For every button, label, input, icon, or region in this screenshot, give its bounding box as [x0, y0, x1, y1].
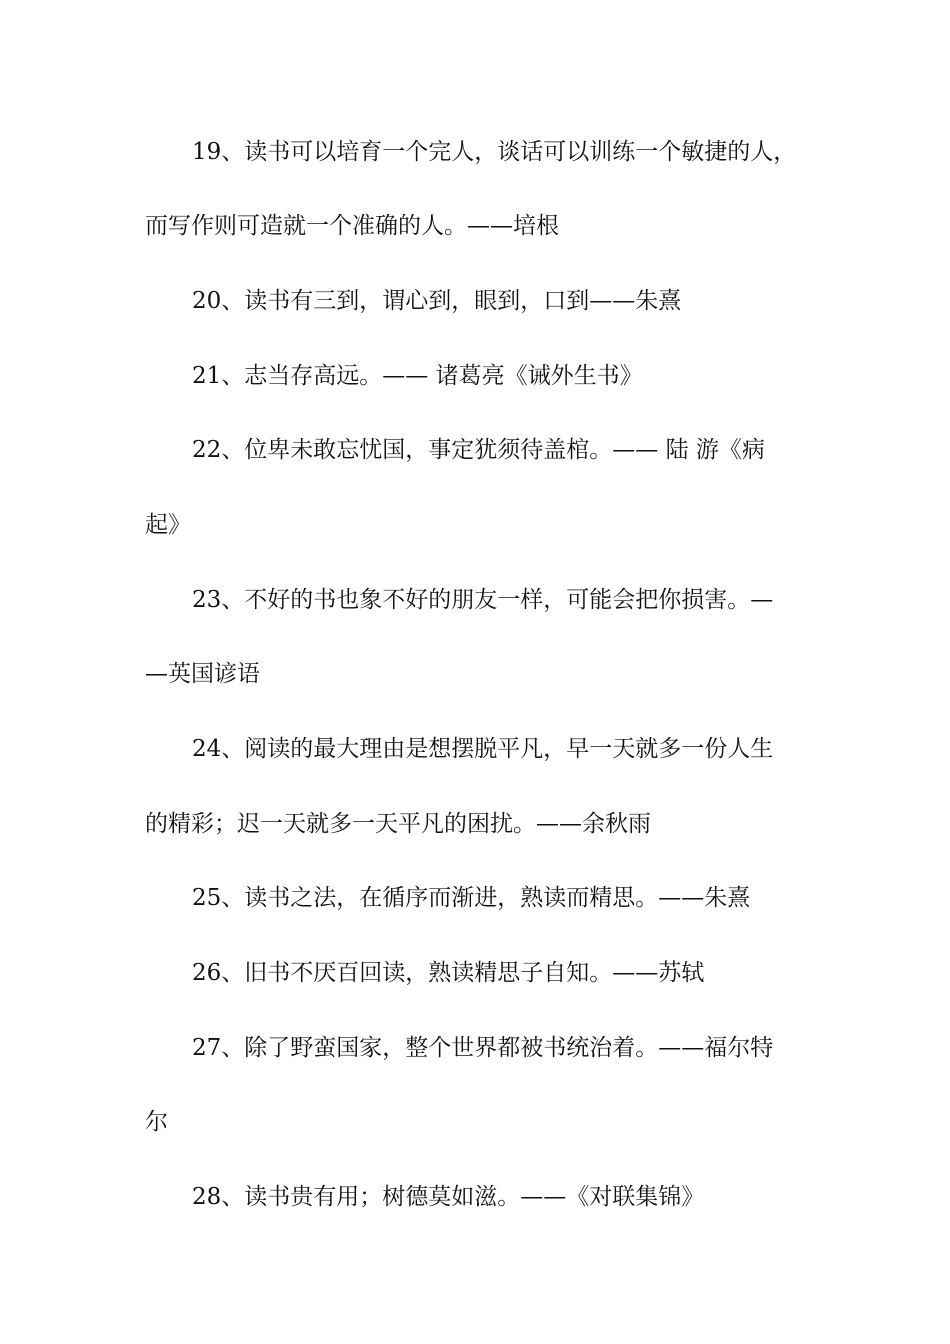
quote-26: 26、旧书不厌百回读，熟读精思子自知。——苏轼 [192, 960, 705, 986]
quote-19-line-2: 而写作则可造就一个准确的人。——培根 [145, 213, 559, 239]
quote-28: 28、读书贵有用；树德莫如滋。——《对联集锦》 [192, 1184, 705, 1210]
quote-21: 21、志当存高远。—— 诸葛亮《诫外生书》 [192, 363, 643, 389]
quote-22-line-1: 22、位卑未敢忘忧国，事定犹须待盖棺。—— 陆 游《病 [192, 437, 765, 463]
quote-22-line-2: 起》 [145, 512, 191, 538]
quote-19-line-1: 19、读书可以培育一个完人，谈话可以训练一个敏捷的人， [192, 139, 797, 165]
quote-25: 25、读书之法，在循序而渐进，熟读而精思。——朱熹 [192, 885, 751, 911]
quote-24-line-2: 的精彩；迟一天就多一天平凡的困扰。——余秋雨 [145, 811, 651, 837]
quote-20: 20、读书有三到，谓心到，眼到，口到——朱熹 [192, 288, 682, 314]
quote-24-line-1: 24、阅读的最大理由是想摆脱平凡，早一天就多一份人生 [192, 736, 774, 762]
quote-27-line-2: 尔 [145, 1109, 168, 1135]
quote-27-line-1: 27、除了野蛮国家，整个世界都被书统治着。——福尔特 [192, 1035, 774, 1061]
quote-23-line-2: —英国谚语 [145, 661, 260, 687]
quote-23-line-1: 23、不好的书也象不好的朋友一样，可能会把你损害。— [192, 587, 774, 613]
